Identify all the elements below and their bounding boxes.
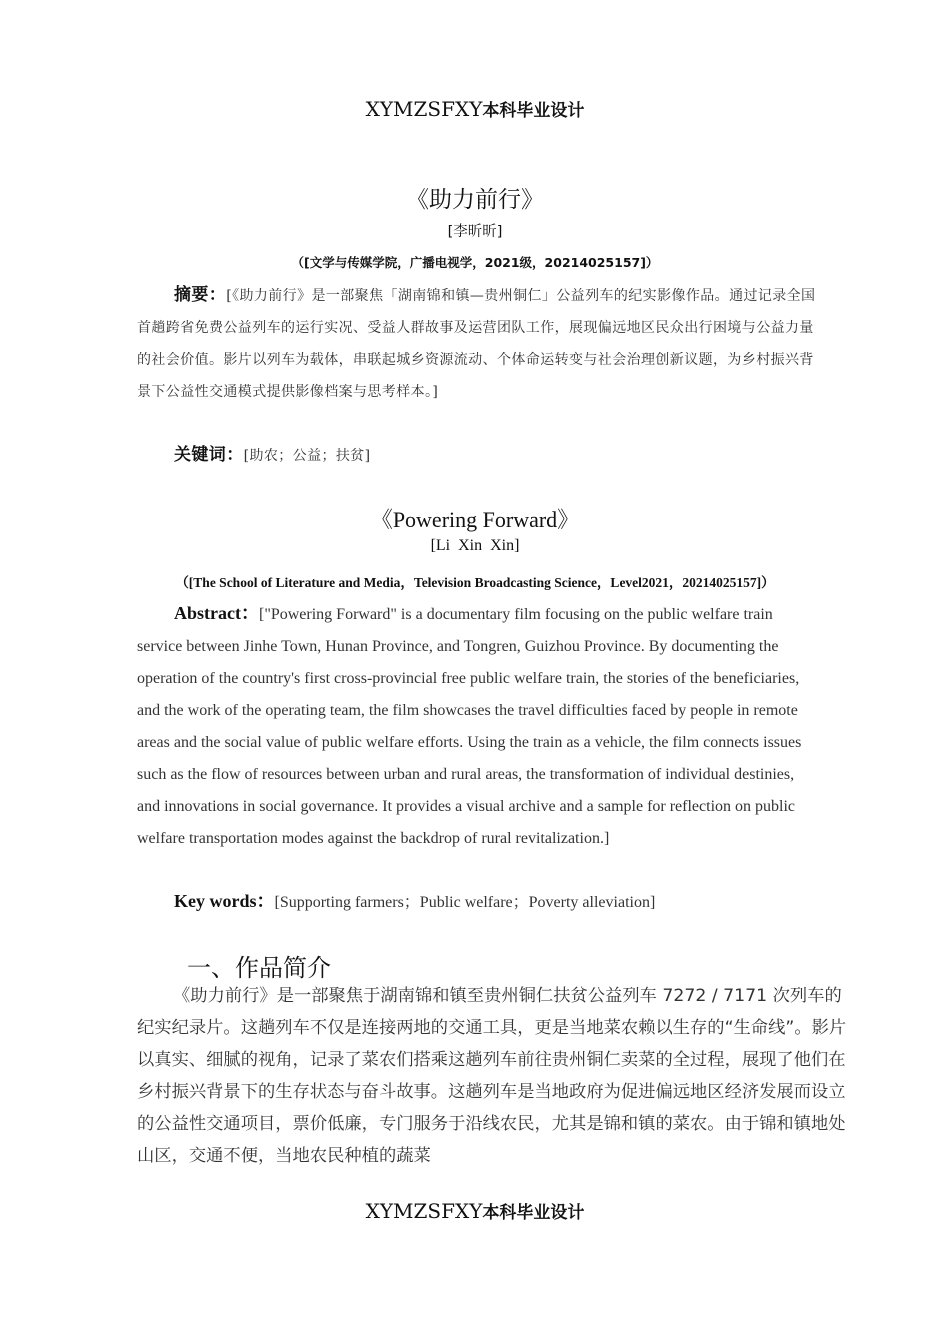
english-abstract-text: ["Powering Forward" is a documentary film focusing on the public welfare train service between Jinhe Town, Hunan Province, and Tongren, Guizhou Province. By documenting the operation of the country's first cross-provincial free public welfare train, the stories of the beneficiaries, and the work of the operating team, the film showcases the travel difficulties faced by people in remote areas and the social value of public welfare efforts. Using the train as a vehicle, the film connects issues such as the flow of resources between urban and rural areas, the transformation of individual destinies, and innovations in social governance. It provides a visual archive and a sample for reflection on public welfare transportation modes against the backdrop of rural revitalization.]: [137, 606, 802, 847]
chinese-abstract: [137, 279, 827, 408]
english-keywords-label: Key words：: [174, 891, 275, 911]
header-prefix: XYMZSFXY: [365, 97, 483, 121]
chinese-abstract-label: 摘要：: [174, 285, 227, 305]
english-keywords: [137, 885, 856, 919]
chinese-affiliation: （[文学与传媒学院，广播电视学，2021级，20214025157]）: [291, 255, 659, 270]
english-author: [Li Xin Xin]: [430, 537, 520, 554]
english-affiliation: （[The School of Literature and Media，Television Broadcasting Science，Level2021，20214025157]）: [175, 575, 775, 590]
section-body: 《助力前行》是一部聚焦于湖南锦和镇至贵州铜仁扶贫公益列车 7272 / 7171 次列车的纪实纪录片。这趟列车不仅是连接两地的交通工具，更是当地菜农赖以生存的“生命线”。影片以真实、细腻的视角，记录了菜农们搭乘这趟列车前往贵州铜仁卖菜的全过程，展现了他们在乡村振兴背景下的生存状态与奋斗故事。这趟列车是当地政府为促进偏远地区经济发展而设立的公益性交通项目，票价低廉，专门服务于沿线农民，尤其是锦和镇的菜农。由于锦和镇地处山区，交通不便，当地农民种植的蔬菜: [137, 986, 847, 1166]
page-footer: [0, 1198, 950, 1223]
chinese-author: [李昕昕]: [447, 224, 503, 240]
chinese-keywords-label: 关键词：: [174, 445, 244, 465]
chinese-keywords: [137, 439, 864, 472]
chinese-abstract-text: [《助力前行》是一部聚焦「湖南锦和镇—贵州铜仁」公益列车的纪实影像作品。通过记录全国首趟跨省免费公益列车的运行实况、受益人群故事及运营团队工作，展现偏远地区民众出行困境与公益力量的社会价值。影片以列车为载体，串联起城乡资源流动、个体命运转变与社会治理创新议题，为乡村振兴背景下公益性交通模式提供影像档案与思考样本。]: [137, 288, 816, 400]
english-abstract-label: Abstract：: [174, 603, 259, 623]
section-heading: 一、作品简介: [187, 954, 331, 982]
chinese-title: 《助力前行》: [406, 187, 544, 213]
chinese-keywords-text: [助农；公益；扶贫]: [243, 448, 371, 464]
english-abstract: [137, 597, 819, 855]
footer-suffix: 本科毕业设计: [482, 1203, 585, 1223]
footer-prefix: XYMZSFXY: [365, 1199, 483, 1223]
header-suffix: 本科毕业设计: [482, 101, 585, 121]
english-title: 《Powering Forward》: [370, 507, 580, 532]
page-header: [0, 96, 950, 121]
english-keywords-text: [Supporting farmers；Public welfare；Poverty alleviation]: [274, 894, 656, 911]
